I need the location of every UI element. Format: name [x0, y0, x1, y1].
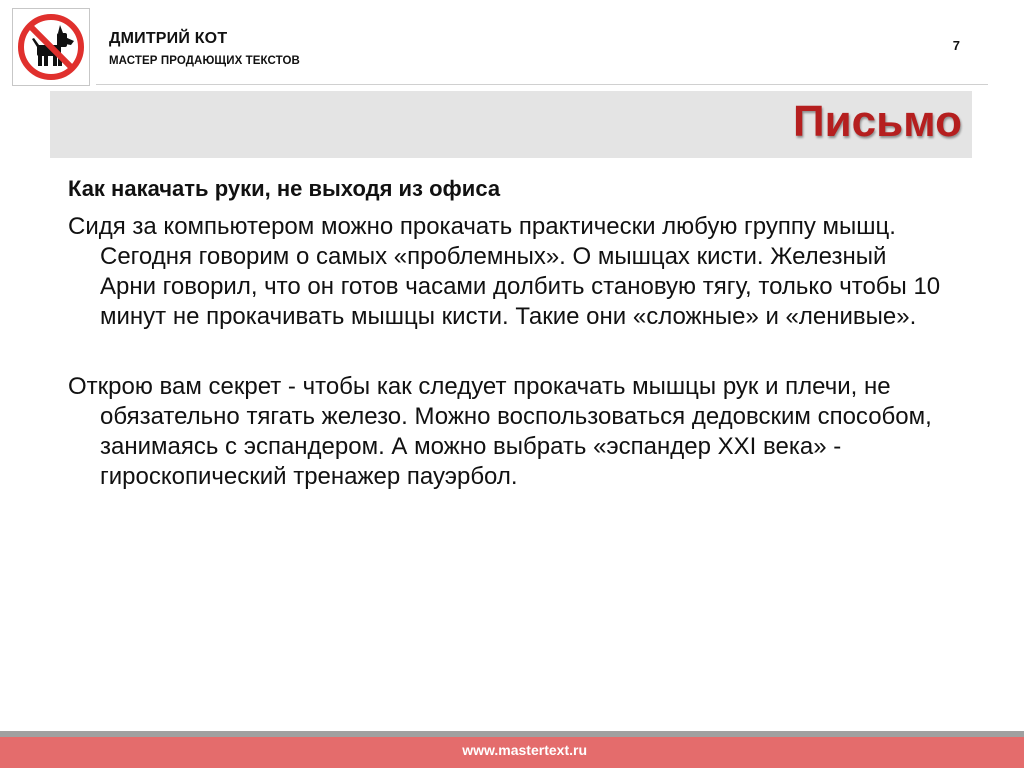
- paragraph: Открою вам секрет - чтобы как следует прокачать мышцы рук и плечи, не обязательно тягать железо. Можно воспользоваться дедовским способом, занимаясь с эспандером. А можно выбрать «эспандер XXI века» - гироскопический тренажер пауэрбол.: [68, 373, 932, 490]
- brand-name: ДМИТРИЙ КОТ: [109, 30, 228, 47]
- no-dogs-sign-icon: [13, 9, 89, 85]
- page-number: 7: [952, 38, 960, 53]
- logo: [12, 8, 90, 86]
- content: [68, 176, 948, 492]
- brand: [109, 30, 300, 67]
- footer-bar: [0, 737, 1024, 768]
- slide-title: Письмо: [792, 97, 962, 146]
- brand-subtitle: МАСТЕР ПРОДАЮЩИХ ТЕКСТОВ: [109, 55, 300, 67]
- footer-url[interactable]: www.mastertext.ru: [462, 742, 587, 758]
- subheading: Как накачать руки, не выходя из офиса: [68, 176, 501, 201]
- header-divider: [96, 84, 988, 85]
- paragraph: Сидя за компьютером можно прокачать практически любую группу мышц. Сегодня говорим о самых «проблемных». О мышцах кисти. Железный Арни говорил, что он готов часами долбить становую тягу, только чтобы 10 минут не прокачивать мышцы кисти. Такие они «сложные» и «ленивые».: [68, 213, 941, 330]
- title-bar: [50, 91, 972, 158]
